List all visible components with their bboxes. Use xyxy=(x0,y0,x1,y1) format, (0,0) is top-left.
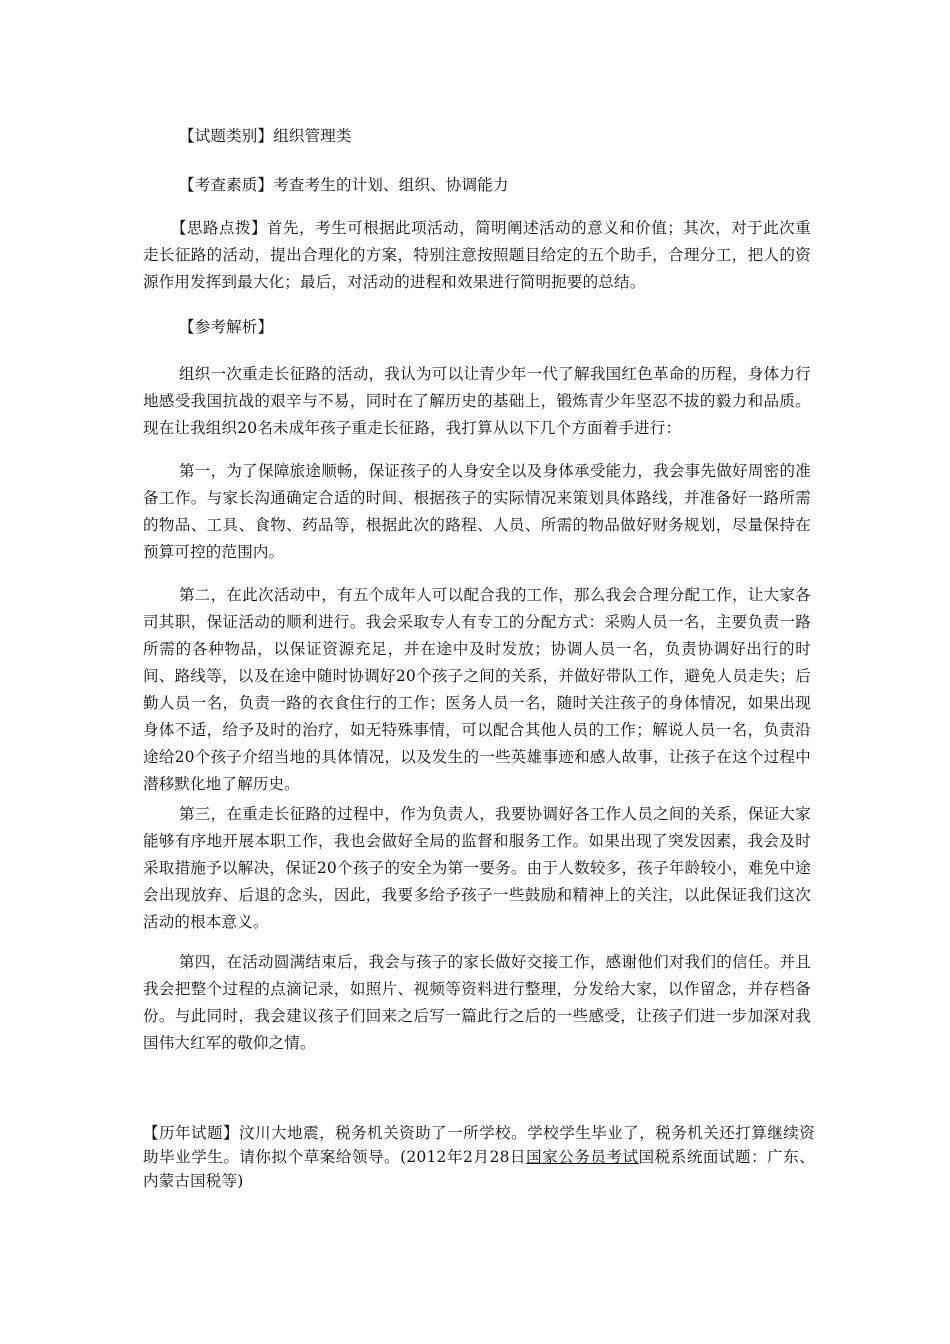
past-question-text: 【历年试题】汶川大地震，税务机关资助了一所学校。学校学生毕业了，税务机关还打算继续资助毕业学生。请你拟个草案给领导。(2012年2月28日 xyxy=(143,1124,815,1166)
question-category: 【试题类别】组织管理类 xyxy=(179,127,352,145)
paragraph-intro: 组织一次重走长征路的活动，我认为可以让青少年一代了解我国红色革命的历程，身体力行地感受我国抗战的艰辛与不易，同时在了解历史的基础上，锻炼青少年坚忍不拔的毅力和品质。现在让我组织20名未成年孩子重走长征路，我打算从以下几个方面着手进行： xyxy=(143,365,811,437)
paragraph-third: 第三，在重走长征路的过程中，作为负责人，我要协调好各工作人员之间的关系，保证大家能够有序地开展本职工作，我也会做好全局的监督和服务工作。如果出现了突发因素，我会及时采取措施予以解决，保证20个孩子的安全为第一要务。由于人数较多，孩子年龄较小，难免中途会出现放弃、后退的念头，因此，我要多给予孩子一些鼓励和精神上的关注，以此保证我们这次活动的根本意义。 xyxy=(143,805,811,931)
past-question-source: 国税系统面试题：广东、内蒙古国税等) xyxy=(143,1148,816,1190)
past-question xyxy=(143,1121,815,1193)
thinking-hint: 【思路点拨】首先，考生可根据此项活动，简明阐述活动的意义和价值；其次，对于此次重走长征路的活动，提出合理化的方案，特别注意按照题目给定的五个助手，合理分工，把人的资源作用发挥到最大化；最后，对活动的进程和效果进行简明扼要的总结。 xyxy=(143,219,811,291)
assessed-quality: 【考查素质】考查考生的计划、组织、协调能力 xyxy=(179,176,509,194)
paragraph-fourth: 第四，在活动圆满结束后，我会与孩子的家长做好交接工作，感谢他们对我们的信任。并且我会把整个过程的点滴记录，如照片、视频等资料进行整理，分发给大家，以作留念，并存档备份。与此同时，我会建议孩子们回来之后写一篇此行之后的一些感受，让孩子们进一步加深对我国伟大红军的敬仰之情。 xyxy=(143,953,811,1052)
paragraph-first: 第一，为了保障旅途顺畅，保证孩子的人身安全以及身体承受能力，我会事先做好周密的准备工作。与家长沟通确定合适的时间、根据孩子的实际情况来策划具体路线，并准备好一路所需的物品、工具、食物、药品等，根据此次的路程、人员、所需的物品做好财务规划，尽量保持在预算可控的范围内。 xyxy=(143,462,811,561)
civil-service-exam-link[interactable]: 国家公务员考试 xyxy=(526,1148,639,1166)
paragraph-second: 第二，在此次活动中，有五个成年人可以配合我的工作，那么我会合理分配工作，让大家各司其职，保证活动的顺利进行。我会采取专人有专工的分配方式：采购人员一名，主要负责一路所需的各种物品，以保证资源充足，并在途中及时发放；协调人员一名，负责协调好出行的时间、路线等，以及在途中随时协调好20个孩子之间的关系，并做好带队工作，避免人员走失；后勤人员一名，负责一路的衣食住行的工作；医务人员一名，随时关注孩子的身体情况，如果出现身体不适，给予及时的治疗，如无特殊事情，可以配合其他人员的工作；解说人员一名，负责沿途给20个孩子介绍当地的具体情况，以及发生的一些英雄事迹和感人故事，让孩子在这个过程中潜移默化地了解历史。 xyxy=(143,586,811,793)
reference-heading: 【参考解析】 xyxy=(179,318,274,336)
